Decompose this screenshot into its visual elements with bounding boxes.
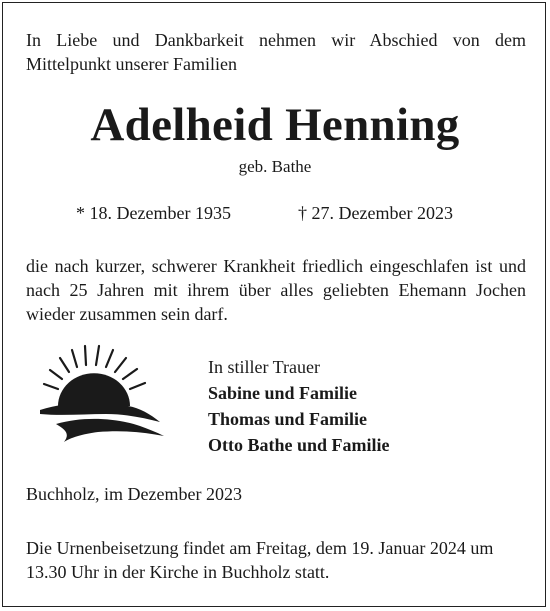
date-of-death: † 27. Dezember 2023 xyxy=(298,203,453,223)
funeral-info: Die Urnenbeisetzung findet am Freitag, dem 19. Januar 2024 um 13.30 Uhr in der Kirche in Buchholz statt. xyxy=(26,538,494,582)
place-and-date: Buchholz, im Dezember 2023 xyxy=(26,484,242,504)
deceased-name: Adelheid Henning xyxy=(90,99,460,151)
date-of-birth: * 18. Dezember 1935 xyxy=(76,203,231,223)
mourners-heading: In stiller Trauer xyxy=(208,357,320,377)
intro-text: In Liebe und Dankbarkeit nehmen wir Abschied von dem Mittelpunkt unserer Familien xyxy=(26,30,526,74)
mourner-family: Sabine und Familie xyxy=(208,383,358,403)
birth-name: geb. Bathe xyxy=(238,157,312,176)
mourners-block xyxy=(208,354,390,458)
mourner-family: Thomas und Familie xyxy=(208,409,368,429)
sunset-hills-icon xyxy=(36,344,168,446)
memorial-message: die nach kurzer, schwerer Krankheit friedlich eingeschlafen ist und nach 25 Jahren mit ihrem über alles geliebten Ehemann Jochen wieder zusammen sein darf. xyxy=(26,256,526,324)
mourner-family: Otto Bathe und Familie xyxy=(208,435,390,455)
